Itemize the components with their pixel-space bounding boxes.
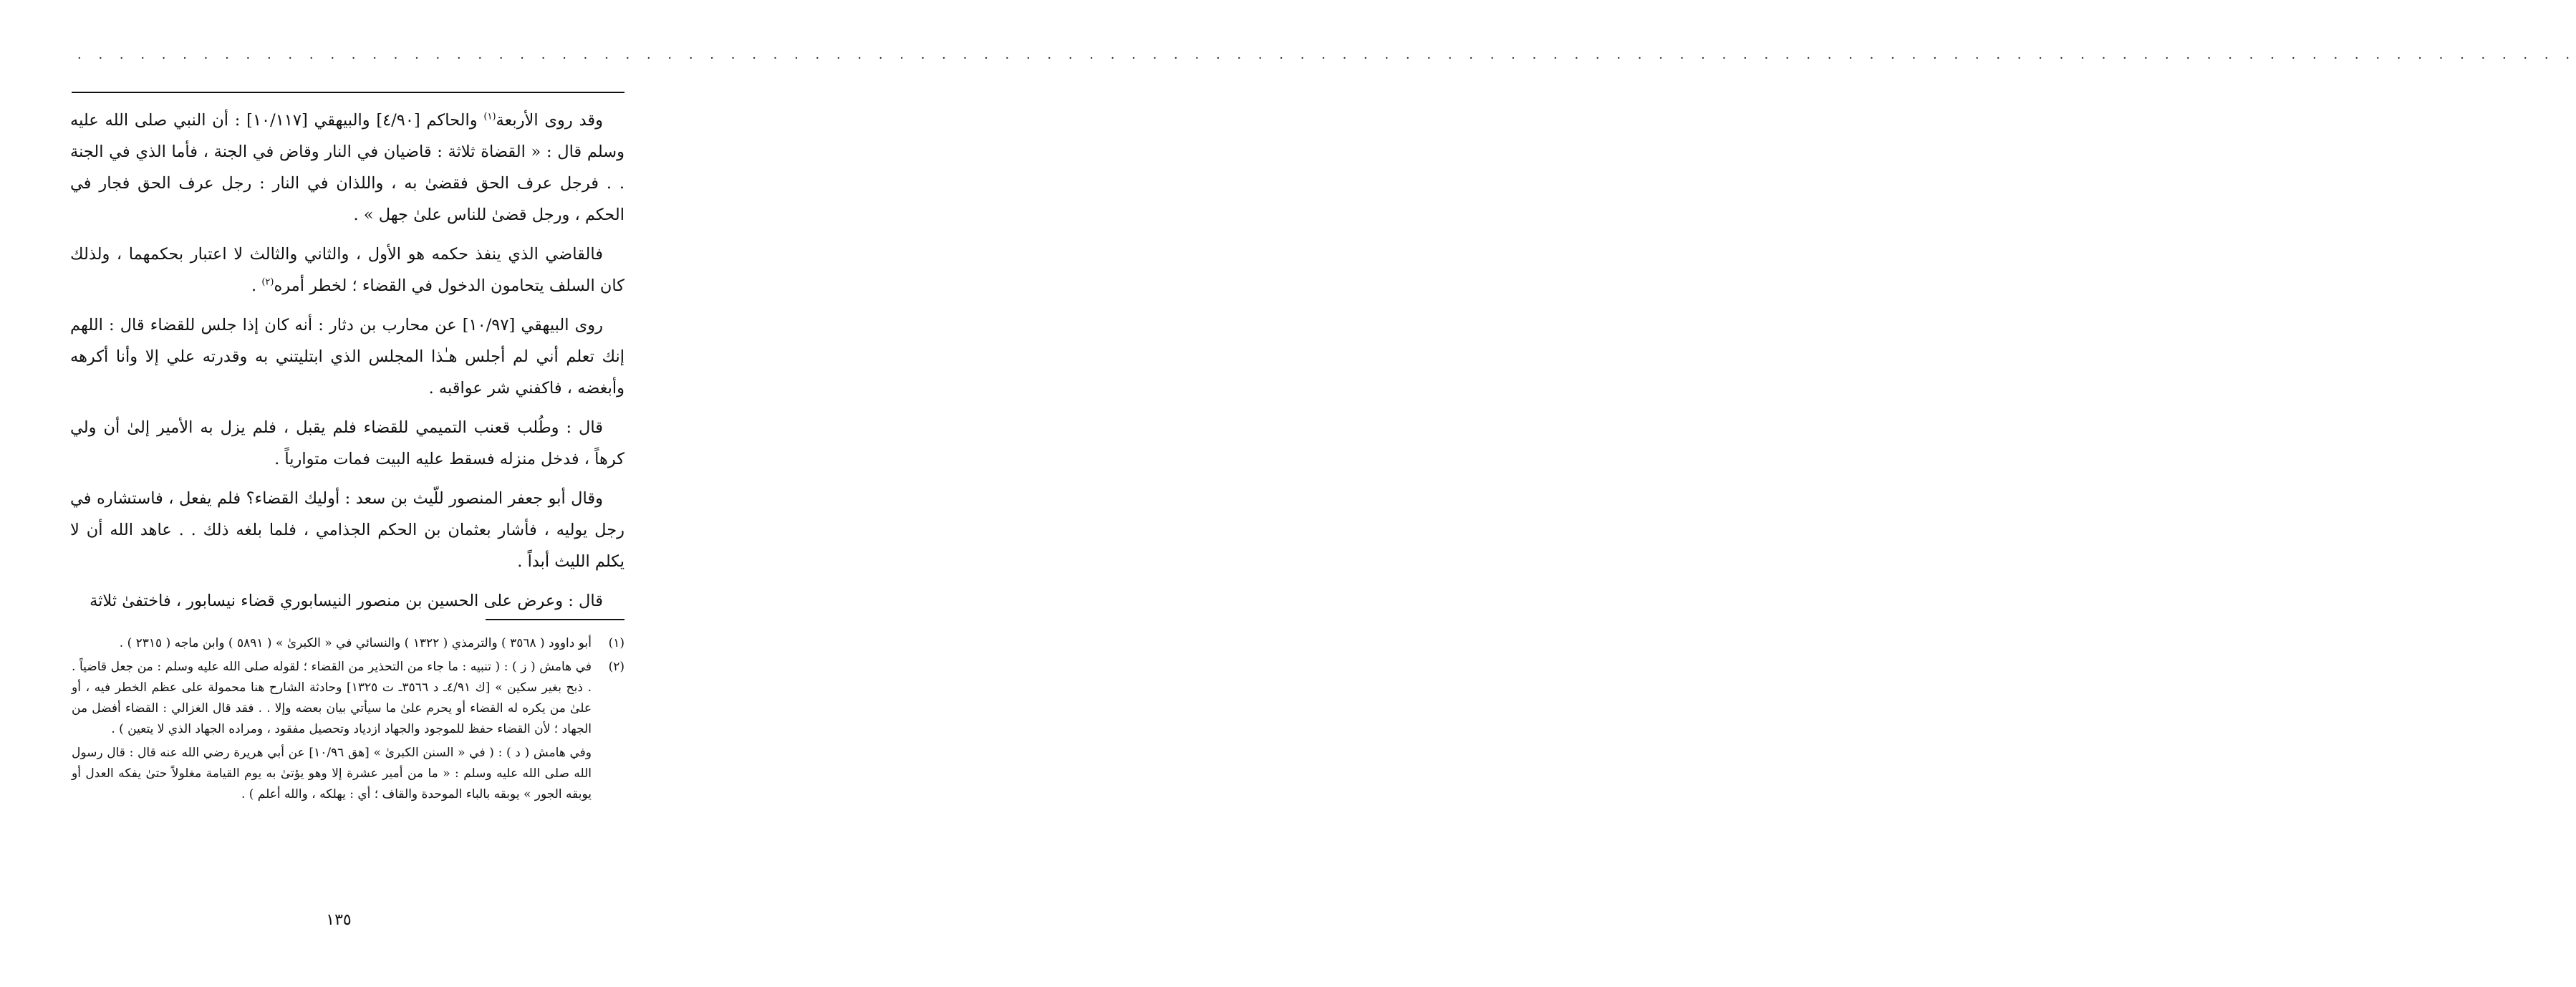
header-dotted-line: · · · · · · · · · · · · · · · · · · · · · · · · · · · · · · · · · · · · · · · · · · · · · · · · · · · · · · · · · · · · · · · · · · · · · · · · · · · · · · · · · · · · · · · · · · · · · · · · · · · · · · · · · · · · · · · · · · · · · · · [77, 51, 2576, 66]
footnote-text: في هامش ( ز ) : ( تنبيه : ما جاء من التحذير من القضاء ؛ لقوله صلى الله عليه وسلم : من جعل قاضياً . . ذبح بغير سكين » [ك ٤/٩١ـ د ٣٥٦٦ـ ت ١٣٢٥] وحادثة الشارح هنا محمولة على عظم الخطر فيه ، أو علىٰ من يكره له القضاء أو يحرم علىٰ ما سيأتي بيان بعضه وإلا . . فقد قال الغزالي : القضاء أفضل من الجهاد ؛ لأن القضاء حفظ للموجود والجهاد ازدياد وتحصيل مفقود ، ومراده الجهاد الذي لا يتعين ) . [72, 660, 592, 736]
footnote-separator [486, 619, 624, 620]
footnotes [72, 633, 624, 805]
footnote-ref-1[interactable]: (١) [483, 111, 496, 122]
page-number: ١٣٥ [326, 911, 352, 929]
paragraph: وقال أبو جعفر المنصور للّيث بن سعد : أوليك القضاء؟ فلم يفعل ، فاستشاره في رجل يوليه ، فأشار بعثمان بن الحكم الجذامي ، فلما بلغه ذلك . . عاهد الله أن لا يكلم الليث أبداً . [70, 489, 624, 571]
paragraph: وقد روى الأربعة$^{(١)}$ والحاكم [٤/٩٠] والبيهقي [١٠/١١٧] : أن النبي صلى الله عليه وسلم قال : « القضاة ثلاثة : قاضيان في النار وقاض في الجنة ، فأما الذي في الجنة . . فرجل عرف الحق فقضىٰ به ، واللذان في النار : رجل عرف الحق فجار في الحكم ، ورجل قضىٰ للناس علىٰ جهل » . [70, 111, 624, 224]
footnote-number: (٢) [608, 660, 624, 674]
main-text [70, 105, 624, 625]
footnote-2-continuation: وفي هامش ( د ) : ( في « السنن الكبرىٰ » [هق ١٠/٩٦] عن أبي هريرة رضي الله عنه قال : قال رسول الله صلى الله عليه وسلم : « ما من أمير عشرة إلا وهو يؤتىٰ به يوم القيامة مغلولاً حتىٰ يفكه العدل أو يوبقه الجور » يوبقه بالباء الموحدة والقاف ؛ أي : يهلكه ، والله أعلم ) . [72, 746, 592, 801]
header-rule [72, 92, 624, 93]
footnote-ref-2[interactable]: (٢) [261, 276, 274, 288]
footnote-2 [72, 657, 624, 740]
paragraph: قال : وعرض على الحسين بن منصور النيسابوري قضاء نيسابور ، فاختفىٰ ثلاثة [90, 592, 603, 610]
footnote-number: (١) [608, 636, 624, 650]
paragraph: روى البيهقي [١٠/٩٧] عن محارب بن دثار : أنه كان إذا جلس للقضاء قال : اللهم إنك تعلم أني لم أجلس هـٰذا المجلس الذي ابتليتني به وقدرته علي إلا وأنا أكرهه وأبغضه ، فاكفني شر عواقبه . [70, 316, 624, 398]
paragraph: قال : وطُلب قعنب التميمي للقضاء فلم يقبل ، فلم يزل به الأمير إلىٰ أن ولي كرهاً ، فدخل منزله فسقط عليه البيت فمات متوارياً . [70, 418, 624, 468]
paragraph: فالقاضي الذي ينفذ حكمه هو الأول ، والثاني والثالث لا اعتبار بحكمهما ، ولذلك كان السلف يتحامون الدخول في القضاء ؛ لخطر أمره$^{(٢)}$ . [70, 245, 624, 295]
footnote-text: أبو داوود ( ٣٥٦٨ ) والترمذي ( ١٣٢٢ ) والنسائي في « الكبرىٰ » ( ٥٨٩١ ) وابن ماجه ( ٢٣١٥ ) . [119, 636, 592, 650]
footnote-1 [72, 633, 624, 654]
